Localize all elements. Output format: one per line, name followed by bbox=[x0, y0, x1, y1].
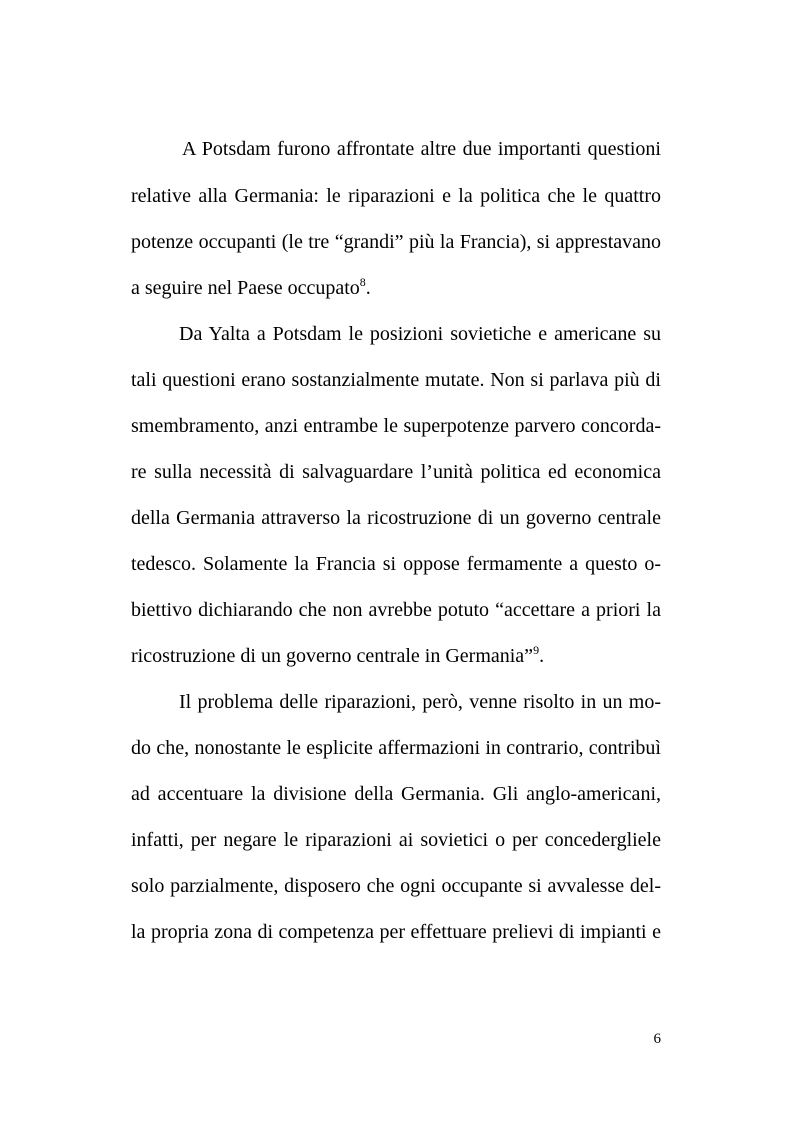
paragraph-2-line-5: della Germania attraverso la ricostruzione di un governo centrale bbox=[131, 507, 661, 529]
paragraph-3-line-2: do che, nonostante le esplicite affermazioni in contrario, contribuì bbox=[131, 737, 661, 759]
paragraph-3-line-5: solo parzialmente, disposero che ogni occupante si avvalesse del- bbox=[131, 875, 661, 897]
paragraph-1-line-4-text: a seguire nel Paese occupato bbox=[131, 277, 360, 299]
paragraph-1-line-1: A Potsdam furono affrontate altre due importanti questioni bbox=[182, 138, 661, 160]
paragraph-3-line-6: la propria zona di competenza per effettuare prelievi di impianti e bbox=[131, 921, 661, 943]
footnote-marker-9: 9 bbox=[533, 643, 540, 657]
paragraph-3-line-4: infatti, per negare le riparazioni ai sovietici o per concedergliele bbox=[131, 829, 661, 851]
footnote-marker-8: 8 bbox=[359, 275, 366, 289]
paragraph-2-line-6: tedesco. Solamente la Francia si oppose fermamente a questo o- bbox=[131, 553, 661, 575]
paragraph-1-end: . bbox=[365, 277, 371, 299]
paragraph-2-line-8 bbox=[131, 644, 661, 668]
paragraph-2-line-7: biettivo dichiarando che non avrebbe potuto “accettare a priori la bbox=[131, 599, 661, 621]
paragraph-2-line-4: re sulla necessità di salvaguardare l’unità politica ed economica bbox=[131, 461, 661, 483]
paragraph-2-line-2: tali questioni erano sostanzialmente mutate. Non si parlava più di bbox=[131, 369, 661, 391]
paragraph-2-line-3: smembramento, anzi entrambe le superpotenze parvero concorda- bbox=[131, 415, 661, 437]
paragraph-2-line-8-text: ricostruzione di un governo centrale in Germania” bbox=[131, 645, 534, 667]
paragraph-1-line-4 bbox=[131, 276, 661, 300]
paragraph-3-line-1: Il problema delle riparazioni, però, venne risolto in un mo- bbox=[179, 691, 661, 713]
paragraph-1-line-3: potenze occupanti (le tre “grandi” più la Francia), si apprestavano bbox=[131, 231, 661, 253]
paragraph-3-line-3: ad accentuare la divisione della Germania. Gli anglo-americani, bbox=[131, 783, 661, 805]
paragraph-2-line-1: Da Yalta a Potsdam le posizioni sovietiche e americane su bbox=[179, 323, 661, 345]
page-number: 6 bbox=[653, 1031, 661, 1047]
paragraph-1-line-2: relative alla Germania: le riparazioni e la politica che le quattro bbox=[131, 185, 661, 207]
paragraph-2-end: . bbox=[539, 645, 545, 667]
